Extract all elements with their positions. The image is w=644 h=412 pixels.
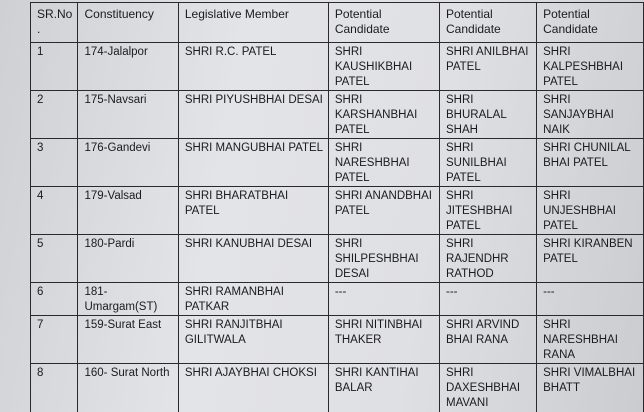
- cell-constituency: 179-Valsad: [78, 187, 178, 235]
- cell-legislative-member: SHRI MANGUBHAI PATEL: [178, 139, 328, 187]
- cell-sr-no: 3: [31, 139, 78, 187]
- table-row: [31, 187, 644, 235]
- cell-candidate-3: SHRI KALPESHBHAI PATEL: [537, 43, 644, 91]
- candidates-table: [30, 2, 644, 412]
- header-potential-candidate-2: Potential Candidate: [440, 3, 537, 43]
- cell-candidate-1: SHRI KANTIHAI BALAR: [328, 364, 439, 412]
- table-row: [31, 43, 644, 91]
- cell-candidate-3: SHRI NARESHBHAI RANA: [537, 316, 644, 364]
- cell-candidate-3: SHRI KIRANBEN PATEL: [537, 235, 644, 283]
- cell-sr-no: 2: [31, 91, 78, 139]
- cell-candidate-3: ---: [537, 283, 644, 316]
- cell-candidate-1: SHRI NARESHBHAI PATEL: [328, 139, 439, 187]
- cell-legislative-member: SHRI KANUBHAI DESAI: [178, 235, 328, 283]
- cell-candidate-1: SHRI KARSHANBHAI PATEL: [328, 91, 439, 139]
- cell-constituency: 176-Gandevi: [78, 139, 178, 187]
- cell-candidate-1: ---: [328, 283, 439, 316]
- cell-candidate-1: SHRI ANANDBHAI PATEL: [328, 187, 439, 235]
- cell-candidate-3: SHRI VIMALBHAI BHATT: [537, 364, 644, 412]
- cell-candidate-2: SHRI DAXESHBHAI MAVANI: [440, 364, 537, 412]
- header-sr-no: SR.No.: [31, 3, 78, 43]
- cell-candidate-3: SHRI UNJESHBHAI PATEL: [537, 187, 644, 235]
- header-legislative-member: Legislative Member: [178, 3, 328, 43]
- table-row: [31, 316, 644, 364]
- table-row: [31, 91, 644, 139]
- cell-candidate-2: SHRI ARVIND BHAI RANA: [440, 316, 537, 364]
- cell-candidate-1: SHRI SHILPESHBHAI DESAI: [328, 235, 439, 283]
- cell-candidate-3: SHRI CHUNILAL BHAI PATEL: [537, 139, 644, 187]
- cell-candidate-1: SHRI NITINBHAI THAKER: [328, 316, 439, 364]
- cell-sr-no: 8: [31, 364, 78, 412]
- cell-candidate-2: SHRI ANILBHAI PATEL: [440, 43, 537, 91]
- cell-constituency: 181- Umargam(ST): [78, 283, 178, 316]
- cell-constituency: 175-Navsari: [78, 91, 178, 139]
- cell-candidate-1: SHRI KAUSHIKBHAI PATEL: [328, 43, 439, 91]
- cell-legislative-member: SHRI AJAYBHAI CHOKSI: [178, 364, 328, 412]
- cell-constituency: 159-Surat East: [78, 316, 178, 364]
- cell-candidate-3: SHRI SANJAYBHAI NAIK: [537, 91, 644, 139]
- cell-legislative-member: SHRI RAMANBHAI PATKAR: [178, 283, 328, 316]
- cell-sr-no: 7: [31, 316, 78, 364]
- cell-sr-no: 6: [31, 283, 78, 316]
- table-row: [31, 283, 644, 316]
- table-row: [31, 364, 644, 412]
- cell-legislative-member: SHRI R.C. PATEL: [178, 43, 328, 91]
- cell-legislative-member: SHRI PIYUSHBHAI DESAI: [178, 91, 328, 139]
- cell-sr-no: 1: [31, 43, 78, 91]
- cell-candidate-2: ---: [440, 283, 537, 316]
- cell-constituency: 160- Surat North: [78, 364, 178, 412]
- cell-candidate-2: SHRI SUNILBHAI PATEL: [440, 139, 537, 187]
- header-potential-candidate-1: Potential Candidate: [328, 3, 439, 43]
- table-header-row: [31, 3, 644, 43]
- table-row: [31, 139, 644, 187]
- header-constituency: Constituency: [78, 3, 178, 43]
- cell-legislative-member: SHRI BHARATBHAI PATEL: [178, 187, 328, 235]
- cell-sr-no: 5: [31, 235, 78, 283]
- cell-sr-no: 4: [31, 187, 78, 235]
- cell-candidate-2: SHRI RAJENDHR RATHOD: [440, 235, 537, 283]
- header-potential-candidate-3: Potential Candidate: [537, 3, 644, 43]
- cell-constituency: 180-Pardi: [78, 235, 178, 283]
- cell-candidate-2: SHRI BHURALAL SHAH: [440, 91, 537, 139]
- cell-legislative-member: SHRI RANJITBHAI GILITWALA: [178, 316, 328, 364]
- cell-candidate-2: SHRI JITESHBHAI PATEL: [440, 187, 537, 235]
- table-row: [31, 235, 644, 283]
- cell-constituency: 174-Jalalpor: [78, 43, 178, 91]
